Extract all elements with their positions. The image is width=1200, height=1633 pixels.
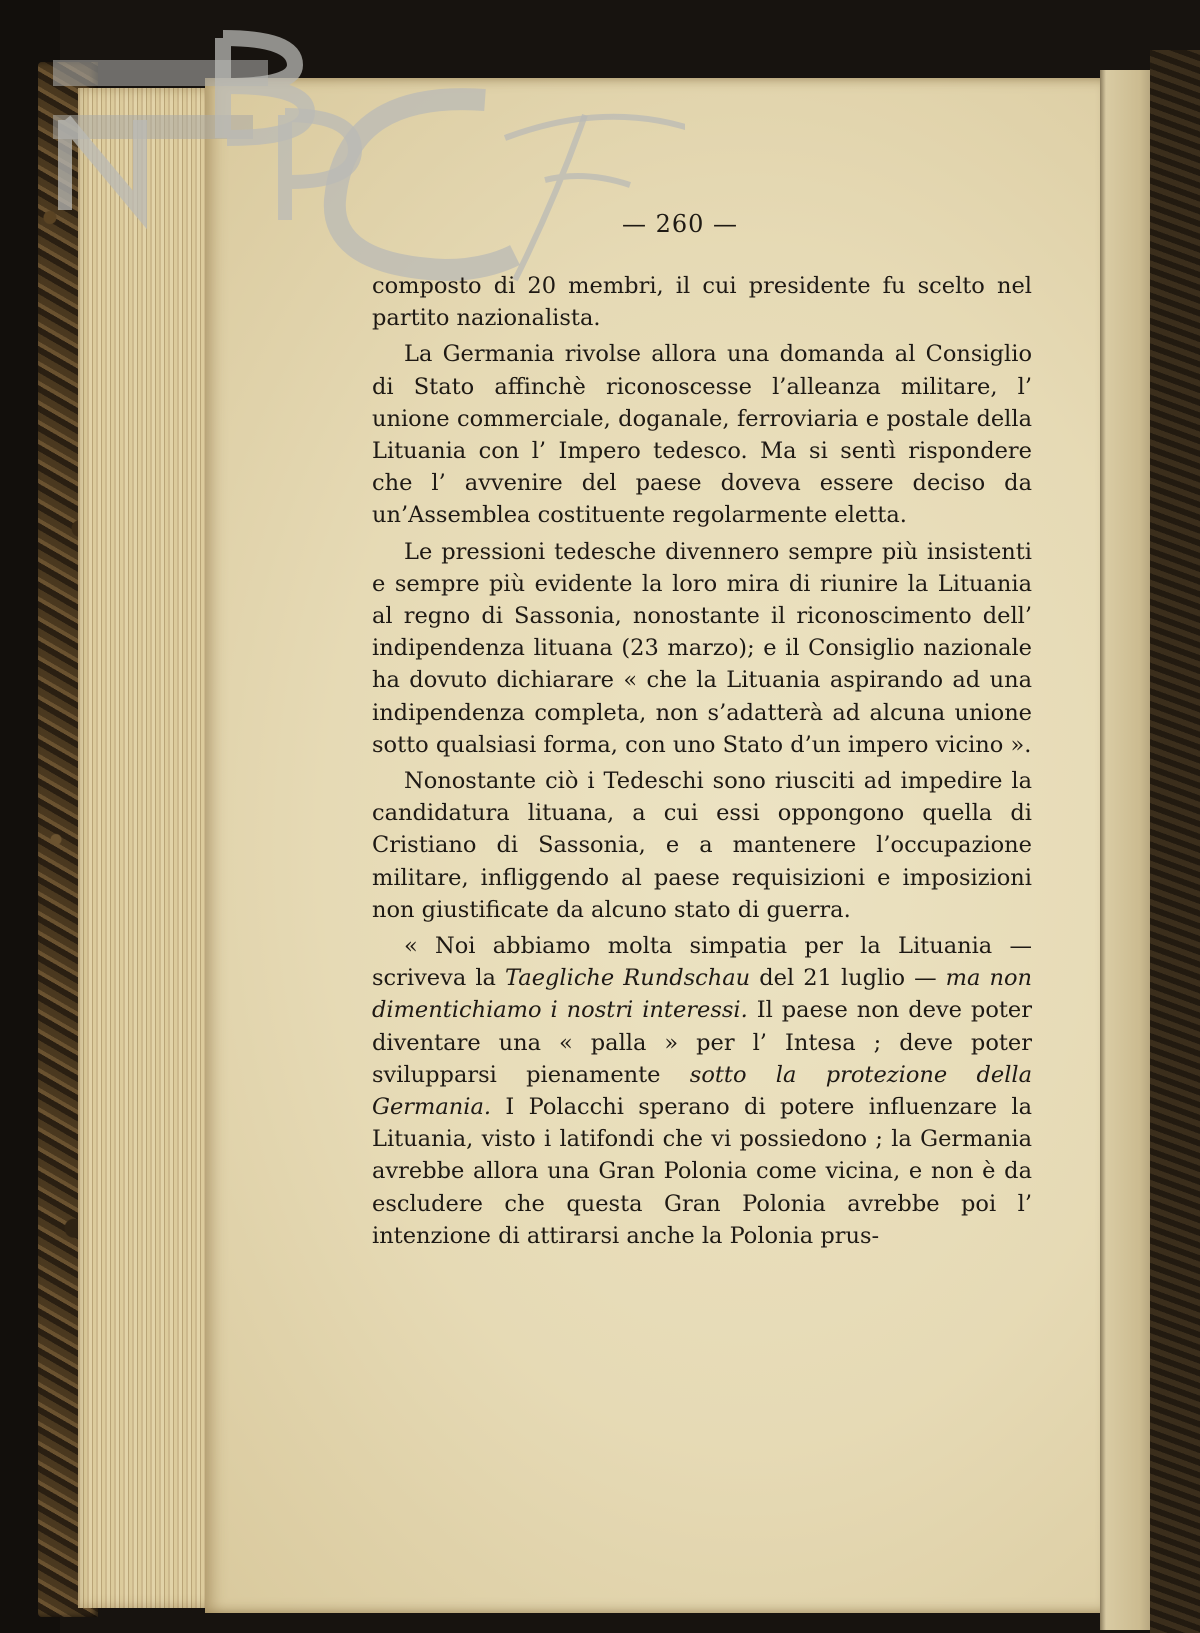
- text-run: « Noi abbiamo molta simpatia per la Lituania — scriveva la: [372, 933, 1032, 992]
- page-body-text: [372, 270, 1032, 1256]
- text-run: composto di 20 membri, il cui presidente fu scelto nel partito nazionalista.: [372, 273, 1032, 332]
- text-run: Le pressioni tedesche divennero sempre più insistenti e sempre più evidente la loro mira di riunire la Lituania al regno di Sassonia, nonostante il riconoscimento dell’ indipendenza lituana (23 marzo); e il Consiglio nazionale ha dovuto dichiarare « che la Lituania aspirando ad una indipendenza completa, non s’adatterà ad alcuna unione sotto qualsiasi forma, con uno Stato d’un impero vicino ».: [372, 538, 1032, 758]
- book-cover-right: [1150, 50, 1200, 1633]
- paragraph: [372, 765, 1032, 926]
- text-run: Nonostante ciò i Tedeschi sono riusciti ad impedire la candidatura lituana, a cui essi oppongono quella di Cristiano di Sassonia, e a mantenere l’occupazione militare, infliggendo al paese requisizioni e imposizioni non giustificate da alcuno stato di guerra.: [372, 768, 1032, 923]
- paragraph: [372, 270, 1032, 334]
- paragraph: [372, 536, 1032, 761]
- italic-text: ma non dimentichiamo i nostri interessi.: [372, 965, 1033, 1024]
- text-run: I Polacchi sperano di potere influenzare la Lituania, visto i latifondi che vi possiedono ; la Germania avrebbe allora una Gran Polonia come vicina, e non è da escludere che questa Gran Polonia avrebbe poi l’ intenzione di attirarsi anche la Polonia prus-: [372, 1094, 1032, 1249]
- italic-text: Taegliche Rundschau: [505, 965, 751, 992]
- page-number: — 260 —: [621, 210, 739, 238]
- paragraph: [372, 338, 1032, 531]
- italic-text: sotto la protezione della Germania.: [372, 1061, 1033, 1121]
- text-run: del 21 luglio —: [750, 965, 946, 992]
- text-run: Il paese non deve poter diventare una « palla » per l’ Intesa ; deve poter svilupparsi pienamente: [372, 997, 1032, 1088]
- text-run: La Germania rivolse allora una domanda al Consiglio di Stato affinchè riconoscesse l’alleanza militare, l’ unione commerciale, doganale, ferroviaria e postale della Lituania con l’ Impero tedesco. Ma si sentì rispondere che l’ avvenire del paese doveva essere deciso da un’Assemblea costituente regolarmente eletta.: [372, 341, 1032, 529]
- library-watermark-logo: [45, 20, 685, 290]
- paragraph: [372, 930, 1032, 1252]
